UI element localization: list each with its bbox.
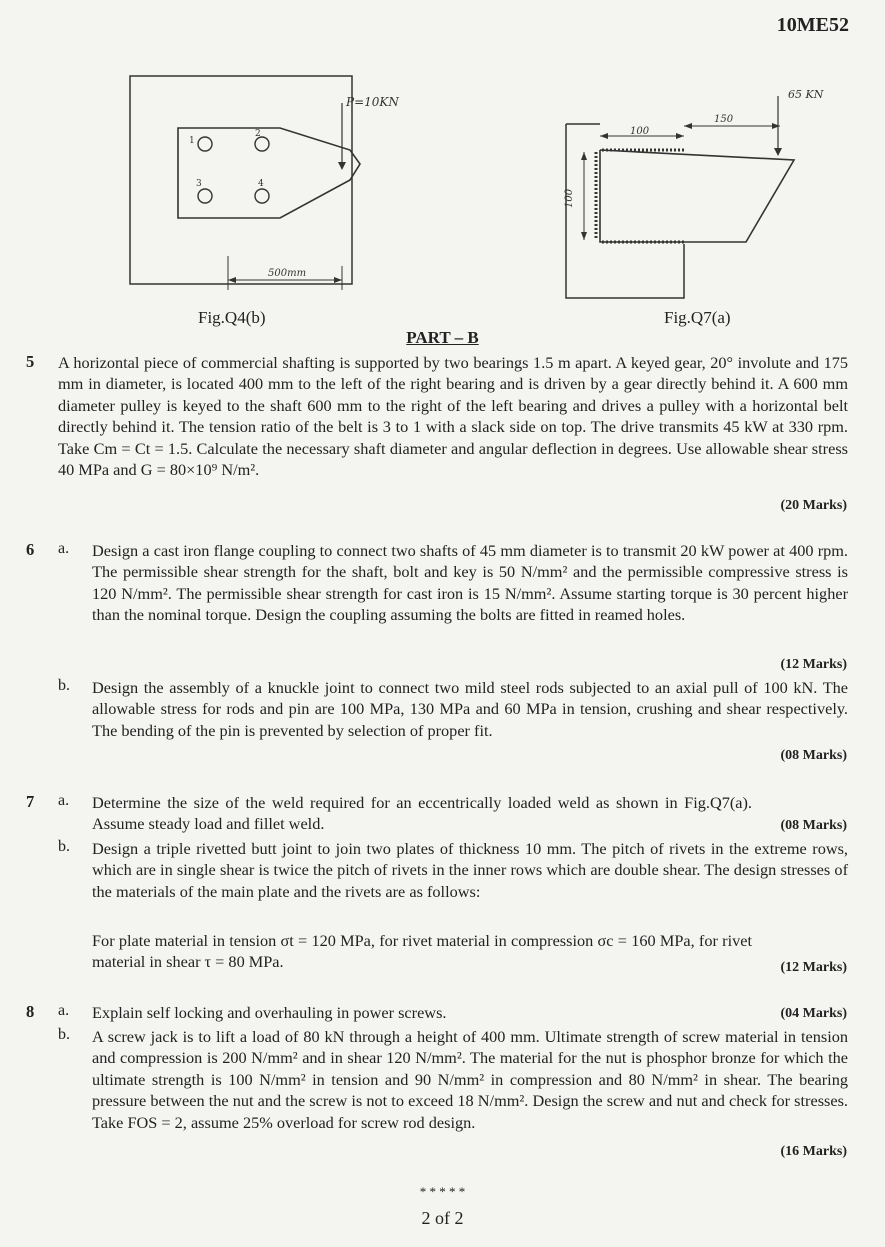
q6-number: 6 — [26, 540, 35, 559]
q7a-marks: (08 Marks) — [780, 818, 847, 833]
q5-text: A horizontal piece of commercial shafting is supported by two bearings 1.5 m apart. A keyed gear, 20° involute and 175 mm in diameter, is located 400 mm to the left of the right bearing and is driven by a gear directly behind it. A 600 mm diameter pulley is keyed to the shaft 600 mm to the right of the left bearing and drives a pulley with a horizontal belt directly behind it. The tension ratio of the belt is 3 to 1 with a slack side on top. The drive transmits 45 kW at 330 rpm. Take Cm = Ct = 1.5. Calculate the necessary shaft diameter and angular deflection in degrees. Use allowable shear stress 40 MPa and G = 80×10⁹ N/m². — [58, 353, 848, 480]
fig-q4b-caption: Fig.Q4(b) — [198, 308, 266, 327]
part-title: PART – B — [406, 328, 479, 347]
end-stars: * * * * * — [419, 1184, 466, 1199]
q6a-text: Design a cast iron flange coupling to connect two shafts of 45 mm diameter is to transmit 20 kW power at 400 rpm. The permissible shear strength for the shaft, bolt and key is 50 N/mm² and the permissible compressive stress is 120 N/mm². The permissible shear strength for cast iron is 15 N/mm². Assume starting torque is 30 percent higher than the nominal torque. Design the coupling assuming the bolts are fitted in reamed holes. — [92, 541, 848, 625]
q8b-text: A screw jack is to lift a load of 80 kN through a height of 400 mm. Ultimate strength of screw material in tension and compression is 200 N/mm² and in shear 120 N/mm². The material for the nut is phosphor bronze for which the ultimate strength is 100 N/mm² in tension and 90 N/mm² in compression and 80 N/mm² in shear. The bearing pressure between the nut and the screw is not to exceed 18 N/mm². Design the screw and nut and check for stresses. Take FOS = 2, assume 25% overload for screw rod design. — [92, 1027, 848, 1132]
q6b-marks: (08 Marks) — [780, 748, 847, 763]
q7a-dim-top: 100 — [630, 126, 650, 137]
figure-q4b — [120, 68, 440, 308]
q7-number: 7 — [26, 792, 35, 811]
figure-q7a — [560, 80, 860, 302]
q8b-marks: (16 Marks) — [780, 1144, 847, 1159]
q7a-load-label: 65 KN — [788, 88, 824, 101]
q6a-marks: (12 Marks) — [780, 657, 847, 672]
q7a-dim-side: 100 — [564, 188, 575, 208]
svg-text:4: 4 — [258, 179, 264, 189]
q6a-letter: a. — [58, 540, 70, 557]
q7b-text2: For plate material in tension σt = 120 MPa, for rivet material in compression σc = 160 MPa, for rivet material in shear τ = 80 MPa. — [92, 931, 752, 972]
svg-text:2: 2 — [255, 129, 261, 139]
q5-marks: (20 Marks) — [780, 498, 847, 513]
q7a-dim-offset: 150 — [714, 114, 734, 125]
q6b-text: Design the assembly of a knuckle joint to connect two mild steel rods subjected to an axial pull of 100 kN. The allowable stress for rods and pin are 100 MPa, 130 MPa and 60 MPa in tension, crushing and shear respectively. The bending of the pin is prevented by selection of proper fit. — [92, 678, 848, 740]
paper-code: 10ME52 — [776, 14, 849, 36]
q5-number: 5 — [26, 352, 35, 371]
q7b-letter: b. — [58, 838, 70, 855]
q6b-letter: b. — [58, 677, 70, 694]
q7a-text: Determine the size of the weld required for an eccentrically loaded weld as shown in Fig.Q7(a). Assume steady load and fillet weld. — [92, 793, 752, 834]
q7a-letter: a. — [58, 792, 70, 809]
q8a-text: Explain self locking and overhauling in power screws. — [92, 1003, 447, 1022]
q8-number: 8 — [26, 1002, 35, 1021]
q7b-text: Design a triple rivetted butt joint to join two plates of thickness 10 mm. The pitch of rivets in the extreme rows, which are in single shear is twice the pitch of rivets in the inner rows which are double shear. The design stresses of the materials of the main plate and the rivets are as follows: — [92, 839, 848, 901]
q7b-marks: (12 Marks) — [780, 960, 847, 975]
q8a-marks: (04 Marks) — [780, 1006, 847, 1021]
q4b-load-label: P=10KN — [346, 95, 399, 109]
svg-text:1: 1 — [189, 136, 195, 146]
page-number: 2 of 2 — [421, 1208, 464, 1228]
q4b-dim-label: 500mm — [268, 268, 307, 279]
fig-q7a-caption: Fig.Q7(a) — [664, 308, 731, 327]
svg-text:3: 3 — [196, 179, 202, 189]
q8a-letter: a. — [58, 1002, 70, 1019]
q8b-letter: b. — [58, 1026, 70, 1043]
